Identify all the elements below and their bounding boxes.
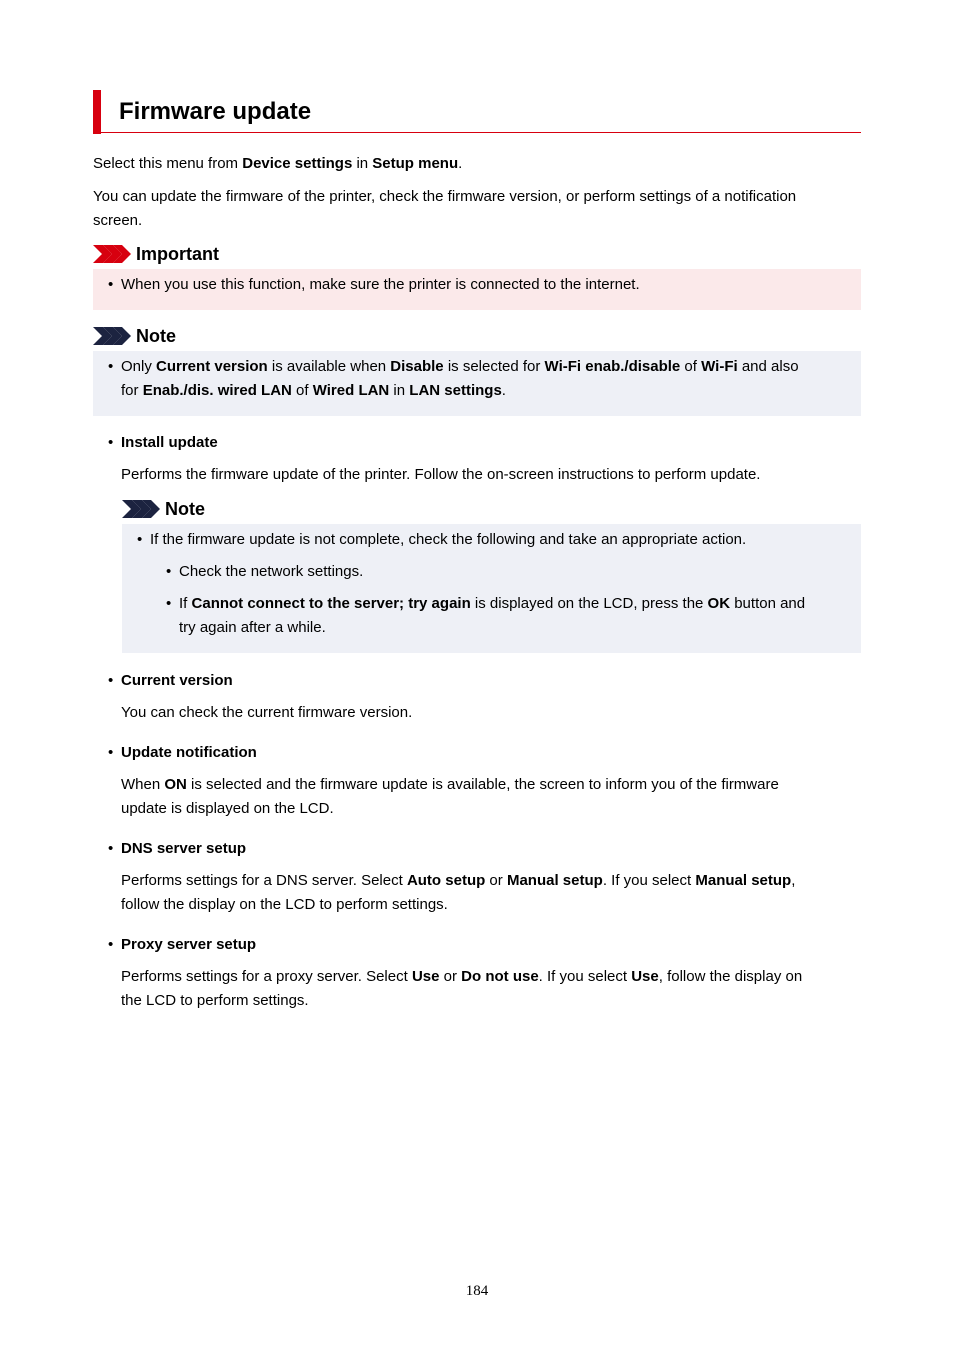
page-number: 184 bbox=[465, 1283, 489, 1299]
note-label: Note bbox=[165, 499, 205, 519]
note-item-line-1: Only Current version is available when Disable is selected for Wi-Fi enab./disable of Wi-Fi and also bbox=[121, 358, 799, 375]
bullet: • bbox=[166, 563, 172, 580]
note-arrows-icon bbox=[93, 327, 131, 345]
bullet: • bbox=[108, 936, 114, 953]
bullet: • bbox=[108, 434, 114, 451]
bullet: • bbox=[166, 595, 172, 612]
install-note-item: If the firmware update is not complete, check the following and take an appropriate action. bbox=[150, 531, 747, 548]
important-arrows-icon bbox=[93, 245, 131, 263]
intro-paragraph-2-line-2: screen. bbox=[93, 212, 143, 229]
update-notification-line-2: update is displayed on the LCD. bbox=[121, 800, 334, 817]
update-notification-line-1: When ON is selected and the firmware update is available, the screen to inform you of the firmware bbox=[121, 776, 779, 793]
dns-server-setup-line-2: follow the display on the LCD to perform settings. bbox=[121, 896, 448, 913]
note-label: Note bbox=[136, 326, 176, 346]
proxy-server-setup-line-2: the LCD to perform settings. bbox=[121, 992, 309, 1009]
bullet: • bbox=[108, 744, 114, 761]
intro-paragraph-2-line-1: You can update the firmware of the printer, check the firmware version, or perform settings of a notification bbox=[93, 188, 797, 205]
note-arrows-icon bbox=[122, 500, 160, 518]
install-update-heading: Install update bbox=[121, 434, 218, 451]
dns-server-setup-heading: DNS server setup bbox=[121, 840, 247, 857]
page-title: Firmware update bbox=[119, 98, 312, 125]
install-note-subitem-2-line-1: If Cannot connect to the server; try again is displayed on the LCD, press the OK button and bbox=[179, 595, 806, 612]
proxy-server-setup-heading: Proxy server setup bbox=[121, 936, 257, 953]
current-version-description: You can check the current firmware version. bbox=[121, 704, 413, 721]
proxy-server-setup-line-1: Performs settings for a proxy server. Select Use or Do not use. If you select Use, follow the display on bbox=[121, 968, 803, 985]
bullet: • bbox=[137, 531, 143, 548]
update-notification-heading: Update notification bbox=[121, 744, 257, 761]
important-item: When you use this function, make sure the printer is connected to the internet. bbox=[121, 276, 640, 293]
intro-paragraph-1: Select this menu from Device settings in Setup menu. bbox=[93, 155, 463, 172]
dns-server-setup-line-1: Performs settings for a DNS server. Select Auto setup or Manual setup. If you select Manual setup, bbox=[121, 872, 796, 889]
install-note-subitem-1: Check the network settings. bbox=[179, 563, 364, 580]
important-label: Important bbox=[136, 244, 219, 264]
current-version-heading: Current version bbox=[121, 672, 233, 689]
install-note-subitem-2-line-2: try again after a while. bbox=[179, 619, 326, 636]
title-underline bbox=[101, 132, 861, 133]
note-item-line-2: for Enab./dis. wired LAN of Wired LAN in LAN settings. bbox=[121, 382, 506, 399]
bullet: • bbox=[108, 358, 114, 375]
title-accent-bar bbox=[93, 90, 101, 134]
bullet: • bbox=[108, 276, 114, 293]
install-update-description: Performs the firmware update of the printer. Follow the on-screen instructions to perform update. bbox=[121, 466, 761, 483]
bullet: • bbox=[108, 672, 114, 689]
bullet: • bbox=[108, 840, 114, 857]
